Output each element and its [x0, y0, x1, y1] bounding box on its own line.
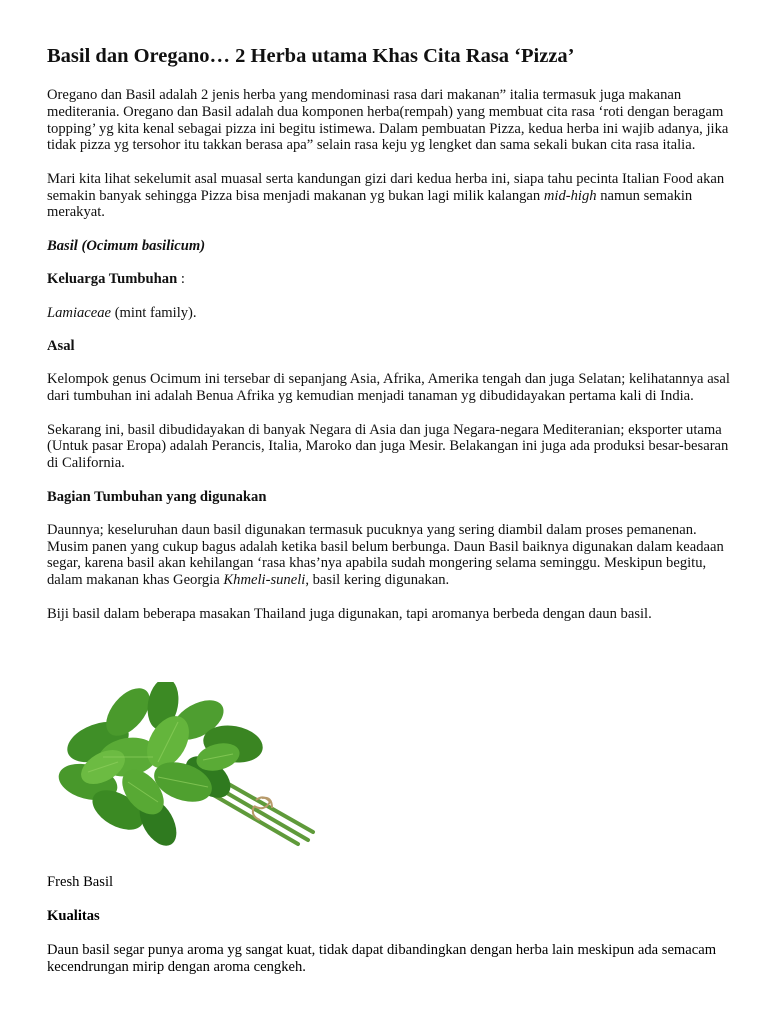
parts-heading: Bagian Tumbuhan yang digunakan — [47, 488, 267, 505]
quality-paragraph-1: Daun basil segar punya aroma yg sangat kuat, tidak dapat dibandingkan dengan herba lain meskipun ada semacam kecendrungan mirip dengan aroma cengkeh. — [47, 941, 717, 975]
origin-paragraph-1: Kelompok genus Ocimum ini tersebar di sepanjang Asia, Afrika, Amerika tengah dan juga Selatan; kelihatannya asal dari tumbuhan ini adalah Benua Afrika yg kemudian menjadi tanaman yg dibudidayakan pertama kali di India. — [47, 371, 730, 405]
parts-paragraph-1-italic: Khmeli-suneli — [223, 572, 306, 589]
family-rest: (mint family). — [111, 304, 197, 321]
paragraph-2-end: namun semakin merakyat. — [47, 187, 693, 221]
family-label: Keluarga Tumbuhan — [47, 271, 178, 288]
origin-paragraph-2: Sekarang ini, basil dibudidayakan di banyak Negara di Asia dan juga Negara-negara Mediteranian; eksporter utama (Untuk pasar Eropa) adalah Perancis, Italia, Maroko dan juga Mesir. Belakangan ini juga ada produksi besar-besaran di California. — [47, 421, 729, 472]
quality-heading: Kualitas — [47, 908, 100, 924]
parts-paragraph-2: Biji basil dalam beberapa masakan Thailand juga digunakan, tapi aromanya berbeda dengan daun basil. — [47, 605, 652, 622]
paragraph-2-text: Mari kita lihat sekelumit asal muasal serta kandungan gizi dari kedua herba ini, siapa tahu pecinta Italian Food akan semakin banyak sehingga Pizza bisa menjadi makanan yg bukan lagi milik kalangan — [47, 170, 725, 204]
basil-heading: Basil (Ocimum basilicum) — [47, 237, 206, 254]
parts-paragraph-1-end: , basil kering digunakan. — [305, 572, 450, 589]
parts-paragraph-1-text: Daunnya; keseluruhan daun basil digunakan termasuk pucuknya yang sering diambil dalam proses pemanenan. Musim panen yang cukup bagus adalah ketika basil belum berbunga. Daun Basil baiknya digunakan dalam keadaan segar, karena basil akan kehilangan ‘rasa khas’nya apabila sudah mongering selama seminggu. Meskipun begitu, dalam makanan khas Georgia — [47, 521, 724, 589]
quality-section — [47, 908, 732, 975]
family-value — [47, 305, 732, 322]
document-page — [47, 44, 732, 639]
image-caption: Fresh Basil — [47, 874, 114, 890]
parts-paragraph-1 — [47, 522, 732, 589]
origin-heading: Asal — [47, 337, 75, 354]
family-line — [47, 271, 732, 288]
paragraph-2 — [47, 171, 732, 221]
family-latin: Lamiaceae — [47, 304, 112, 321]
basil-leaves — [58, 682, 266, 848]
intro-paragraph: Oregano dan Basil adalah 2 jenis herba yang mendominasi rasa dari makanan” italia termasuk juga makanan mediterania. Oregano dan Basil adalah dua komponen herba(rempah) yang membuat cita rasa ‘roti dengan beragam topping’ yg kita kenal sebagai pizza ini begitu istimewa. Dalam pembuatan Pizza, kedua herba ini wajib adanya, jika tidak pizza yg tersohor itu takkan berasa apa” selain rasa keju yg lengket dan sama sekali bukan cita rasa italia. — [47, 87, 729, 154]
family-colon: : — [177, 271, 185, 288]
paragraph-2-italic: mid-high — [543, 187, 597, 204]
basil-image — [58, 682, 320, 848]
page-title: Basil dan Oregano… 2 Herba utama Khas Cita Rasa ‘Pizza’ — [47, 45, 575, 67]
